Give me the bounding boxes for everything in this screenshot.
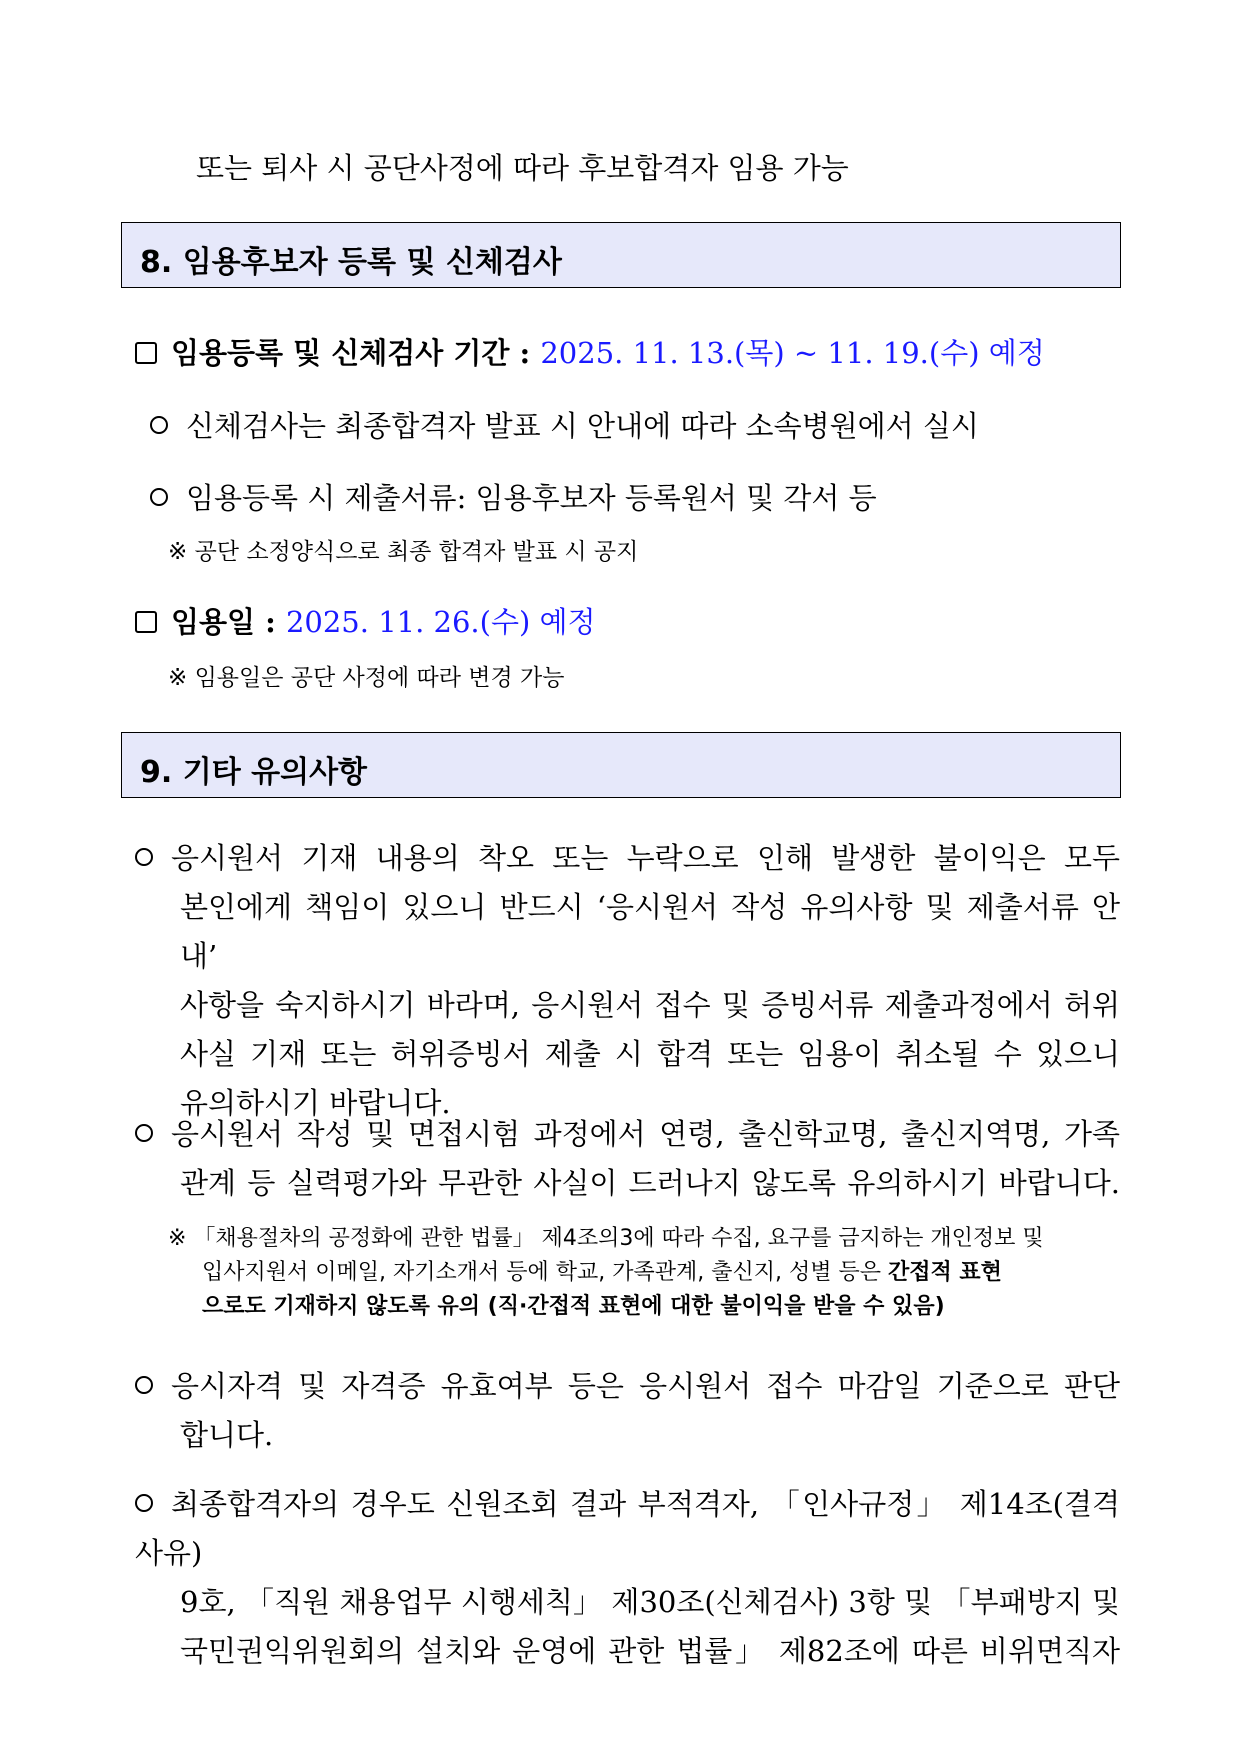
item-1-text: 신체검사는 최종합격자 발표 시 안내에 따라 소속병원에서 실시: [186, 409, 979, 443]
circle-bullet-icon: [135, 1124, 153, 1142]
circle-bullet-icon: [135, 848, 153, 866]
paragraph-line: 9호, 「직원 채용업무 시행세칙」 제30조(신체검사) 3항 및 「부패방지 및: [180, 1585, 1120, 1619]
legal-note-plain: 입사지원서 이메일, 자기소개서 등에 학교, 가족관계, 출신지, 성별 등은: [202, 1260, 888, 1285]
legal-note: [168, 1222, 1120, 1324]
legal-note-line-1: ※ 「채용절차의 공정화에 관한 법률」 제4조의3에 따라 수집, 요구를 금지하는 개인정보 및: [168, 1226, 1044, 1251]
paragraph-line: 합니다.: [180, 1418, 274, 1452]
paragraph-line: 사항을 숙지하시기 바라며, 응시원서 접수 및 증빙서류 제출과정에서 허위: [180, 988, 1120, 1022]
section-8-item-2: [150, 476, 877, 517]
section-8-header: [121, 222, 1121, 288]
period-label: 임용등록 및 신체검사 기간 :: [171, 336, 541, 370]
section-9-paragraph-2: [135, 1110, 1120, 1208]
item-2-text: 임용등록 시 제출서류: 임용후보자 등록원서 및 각서 등: [186, 481, 877, 515]
paragraph-line: 사실 기재 또는 허위증빙서 제출 시 합격 또는 임용이 취소될 수 있으니: [180, 1037, 1120, 1071]
section-9-paragraph-4: [135, 1480, 1120, 1676]
paragraph-line: 응시자격 및 자격증 유효여부 등은 응시원서 접수 마감일 기준으로 판단: [171, 1369, 1120, 1403]
section-8-item-1: [150, 404, 979, 445]
item-2-note: ※ 공단 소정양식으로 최종 합격자 발표 시 공지: [168, 539, 639, 565]
checkbox-square-icon: [135, 342, 157, 364]
circle-bullet-icon: [150, 416, 168, 434]
appoint-value: 2025. 11. 26.(수) 예정: [285, 605, 596, 639]
legal-note-line-3: 으로도 기재하지 않도록 유의 (직·간접적 표현에 대한 불이익을 받을 수 있음): [202, 1294, 945, 1319]
legal-note-line-2: [168, 1256, 1120, 1290]
appoint-note: ※ 임용일은 공단 사정에 따라 변경 가능: [168, 665, 565, 691]
paragraph-line: 최종합격자의 경우도 신원조회 결과 부적격자, 「인사규정」 제14조(결격사유): [135, 1487, 1120, 1570]
checkbox-square-icon: [135, 611, 157, 633]
section-9-header: [121, 732, 1121, 798]
section-8-title: 8. 임용후보자 등록 및 신체검사: [140, 245, 562, 280]
circle-bullet-icon: [135, 1494, 153, 1512]
intro-line: 또는 퇴사 시 공단사정에 따라 후보합격자 임용 가능: [196, 151, 849, 185]
circle-bullet-icon: [135, 1376, 153, 1394]
paragraph-line: 유의하시기 바랍니다.: [180, 1086, 451, 1120]
section-9-paragraph-1: [135, 834, 1120, 1128]
appoint-line: [135, 600, 596, 641]
period-line: [135, 331, 1045, 372]
paragraph-line: 국민권익위원회의 설치와 운영에 관한 법률」 제82조에 따른 비위면직자: [180, 1634, 1120, 1668]
legal-note-bold: 간접적 표현: [887, 1260, 1002, 1285]
section-9-title: 9. 기타 유의사항: [140, 755, 368, 790]
paragraph-line: 본인에게 책임이 있으니 반드시 ‘응시원서 작성 유의사항 및 제출서류 안내’: [180, 890, 1120, 973]
paragraph-line: 응시원서 작성 및 면접시험 과정에서 연령, 출신학교명, 출신지역명, 가족: [171, 1117, 1120, 1151]
appoint-label: 임용일 :: [171, 605, 286, 639]
paragraph-line: 응시원서 기재 내용의 착오 또는 누락으로 인해 발생한 불이익은 모두: [171, 841, 1120, 875]
period-value: 2025. 11. 13.(목) ~ 11. 19.(수) 예정: [540, 336, 1045, 370]
paragraph-line: 관계 등 실력평가와 무관한 사실이 드러나지 않도록 유의하시기 바랍니다.: [180, 1166, 1120, 1200]
circle-bullet-icon: [150, 488, 168, 506]
section-9-paragraph-3: [135, 1362, 1120, 1460]
